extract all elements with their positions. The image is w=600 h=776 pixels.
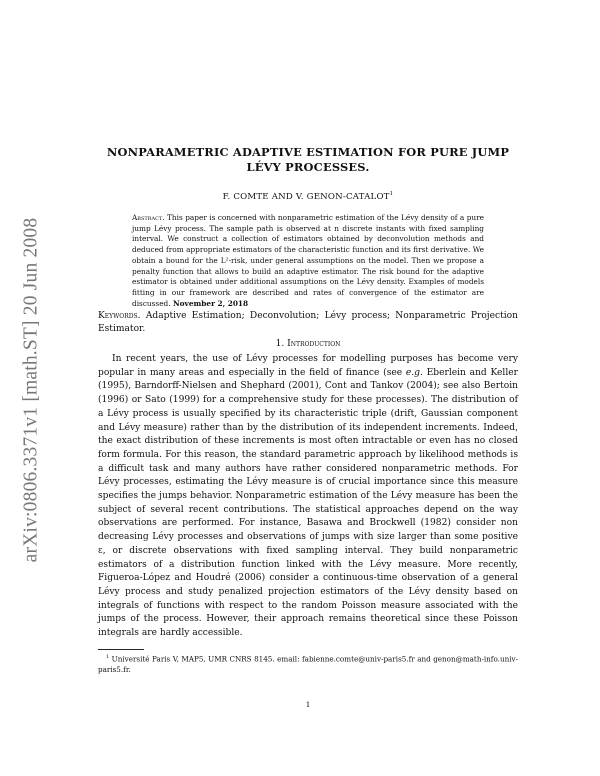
abstract-label: Abstract. (132, 213, 165, 222)
author-footnote-mark: 1 (389, 191, 394, 197)
keywords-label: Keywords. (98, 311, 141, 321)
author-names: F. COMTE AND V. GENON-CATALOT (222, 191, 390, 202)
arxiv-stamp (12, 184, 50, 596)
abstract-date: November 2, 2018 (172, 298, 249, 308)
paper-title (98, 145, 518, 175)
section-heading-introduction: 1. Introduction (275, 339, 341, 349)
title-line-1: NONPARAMETRIC ADAPTIVE ESTIMATION FOR PURE JUMP (106, 145, 510, 159)
footnote-rule (98, 649, 144, 650)
abstract-text: This paper is concerned with nonparametric estimation of the Lévy density of a pure jump Lévy process. The sample path is observed at n discrete instants with fixed sampling interval. We construct a collection of estimators obtained by deconvolution methods and deduced from appropriate estimators of the characteristic function and its first derivative. We obtain a bound for the L²-risk, under general assumptions on the model. Then we propose a penalty function that allows to build an adaptive estimator. The risk bound for the adaptive estimator is obtained under additional assumptions on the Lévy density. Examples of models fitting in our framework are described and rates of convergence of the estimator are discussed. (132, 213, 484, 308)
page-number: 1 (305, 700, 311, 709)
introduction-paragraph (98, 353, 518, 641)
authors (98, 191, 518, 202)
footnote (98, 652, 518, 675)
footnote-mark: 1 (106, 654, 110, 660)
title-line-2: LÉVY PROCESSES. (246, 160, 370, 174)
arxiv-identifier: arXiv:0806.3371v1 [math.ST] 20 Jun 2008 (20, 217, 42, 563)
keywords (98, 310, 518, 336)
keywords-text: Adaptive Estimation; Deconvolution; Lévy process; Nonparametric Projection Estimator. (98, 311, 518, 334)
intro-text-1: In recent years, the use of Lévy processes for modelling purposes has become very popular in many areas and especially in the field of finance (see (98, 354, 518, 378)
intro-text-2: Eberlein and Keller (1995), Barndorff-Nielsen and Shephard (2001), Cont and Tankov (2004); see also Bertoin (1996) or Sato (1999) for a comprehensive study for these processes). The distribution of a Lévy process is usually specified by its characteristic triple (drift, Gaussian component and Lévy measure) rather than by the distribution of its independent increments. Indeed, the exact distribution of these increments is most often intractable or even has no closed form formula. For this reason, the standard parametric approach by likelihood methods is a difficult task and many authors have rather considered nonparametric methods. For Lévy processes, estimating the Lévy measure is of crucial importance since this measure specifies the jumps behavior. Nonparametric estimation of the Lévy measure has been the subject of several recent contributions. The statistical approaches depend on the way observations are performed. For instance, Basawa and Brockwell (1982) consider non decreasing Lévy processes and observations of jumps with size larger than some positive ε, or discrete observations with fixed sampling interval. They build nonparametric estimators of a distribution function linked with the Lévy measure. More recently, Figueroa-López and Houdré (2006) consider a continuous-time observation of a general Lévy process and study penalized projection estimators of the Lévy density based on integrals of functions with respect to the random Poisson measure associated with the jumps of the process. However, their approach remains theoretical since these Poisson integrals are hardly accessible. (98, 367, 518, 639)
intro-eg: e.g. (405, 367, 423, 378)
footnote-text: Université Paris V, MAP5, UMR CNRS 8145. email: fabienne.comte@univ-paris5.fr and genon@math-info.univ-paris5.fr. (98, 654, 518, 674)
abstract (132, 213, 484, 309)
